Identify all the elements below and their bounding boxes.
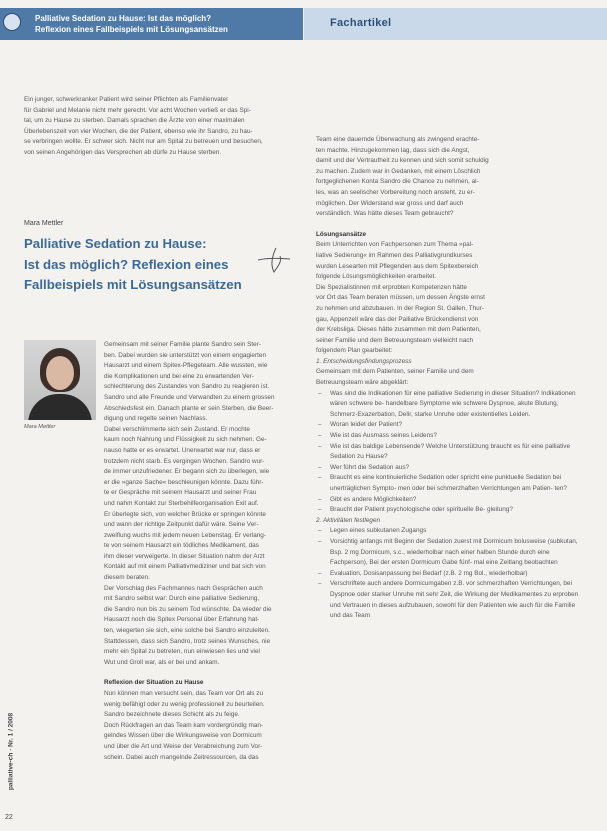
journal-issue: palliative-ch · Nr. 1 / 2008 [7, 712, 15, 791]
body-line: les, was an seelischer Vorbereitung noch ansteht, zu er- [316, 188, 475, 196]
section-label: Fachartikel [330, 17, 392, 29]
body-line: te von seinem Hausarzt ein tödliches Medikament, das [104, 542, 259, 550]
section-heading: Lösungsansätze [316, 230, 367, 238]
body-line: Sandro und alle Freunde und Verwandten zu einem grossen [104, 393, 275, 401]
body-line: ben. Dabei wurden sie unterstützt von einem engagierten [104, 351, 266, 359]
body-line: wurden Lesearten mit Pflegenden aus dem Spitexbereich [316, 262, 479, 270]
body-line: diesem beraten. [104, 574, 150, 582]
list-item: – Gibt es andere Möglichkeiten? [316, 495, 586, 506]
body-line: ten machte. Hinzugekommen lag, dass sich die Angst, [316, 146, 470, 154]
body-line: Die Spezialistinnen mit erprobten Kompetenzen hätte [316, 283, 467, 291]
section-heading: Reflexion der Situation zu Hause [104, 679, 204, 687]
body-line: Hausarzt noch die Spitex Personal über Erfahrung hat- [104, 616, 260, 624]
title-line: Ist das möglich? Reflexion eines [24, 256, 229, 272]
body-line: folgendem Plan gearbeitet: [316, 347, 393, 355]
body-line: zweiflung wuchs mit jedem neuen Lebenstag. Er verlang- [104, 531, 266, 539]
body-line: möglichen. Der Widerstand war gross und darf auch [316, 199, 464, 207]
body-line: Dabei verschlimmerte sich sein Zustand. Er mochte [104, 425, 250, 433]
body-line: liative Sedierung« im Rahmen des Palliativgrundkurses [316, 251, 473, 259]
list-item: – Verschriftete auch andere Dormicumgaben z.B. vor schmerzhaften Verrichtungen, bei Dyspnoe oder starker Unruhe mit sehr Zeit, die Wirkung der Medikamentes zu erproben und Vertrauen in dieses aufzubauen, sowohl für den Patienten wie auch für die Familie und das Team [316, 579, 586, 621]
body-line: zu nehmen und abzubauen. In der Region St. Gallen, Thur- [316, 304, 484, 312]
body-line: er die »ganze Sache« beschleunigen könnte. Dazu führ- [104, 478, 264, 486]
body-line: zu machen. Zudem war in Gedanken, mit einem Löschlich [316, 167, 481, 175]
intro-line: Ein junger, schwerkranker Patient wird seiner Pflichten als Familienvater [24, 96, 229, 103]
body-line: Der Vorschlag des Fachmannes nach Gesprächen auch [104, 584, 263, 592]
body-line: mehr ein Spital zu betreten, nun einwiesen lies und viel [104, 648, 260, 656]
list-item: – Legen eines subkutanen Zugangs [316, 526, 586, 537]
body-line: Beim Unterrichten von Fachpersonen zum Thema »pal- [316, 241, 474, 249]
subsection-heading: 2. Aktivitäten festlegen [316, 516, 381, 524]
author-name: Mara Mettler [24, 220, 64, 227]
body-line: gelndes Wissen über die Wirkungsweise von Dormicum [104, 732, 262, 740]
body-line: vor Ort das Team beraten müssen, um dessen Ängste ernst [316, 294, 485, 302]
body-line: Nun können man versucht sein, das Team vor Ort als zu [104, 690, 264, 697]
body-line: kaum noch Nahrung und Flüssigkeit zu sich nehmen. Ge- [104, 436, 267, 444]
author-photo [24, 340, 96, 420]
header-band [0, 8, 303, 40]
body-line: wenig befähigt oder zu wenig professionell zu beurteilen. [104, 700, 265, 708]
body-line: Stattdessen, dass sich Sandro, trotz seines Wunsches, nie [104, 637, 271, 645]
body-line: te er Gespräche mit seinem Hausarzt und seiner Frau [104, 489, 257, 497]
body-line: Sandro bezeichnete dieses Schicht als zu feige. [104, 711, 240, 719]
body-line: ihm dieser verweigerte. In dieser Situation nahm der Arzt [104, 552, 265, 560]
body-line: Er überlegte sich, von welcher Brücke er springen könnte [104, 510, 266, 518]
body-line: Abschiedsfest ein. Danach plante er sein Sterben, die Beer- [104, 404, 274, 412]
body-line: ten, wiegerten sie sich, eine solche bei Sandro einzuleiten. [104, 627, 270, 635]
list-item: – Braucht es eine kontinuierliche Sedation oder spricht eine punktuelle Sedation bei unerträglichen Sympto- men oder bei schmerzhaften Verrichtungen am Patien- ten? [316, 473, 586, 494]
intro-line: Überlebenszeit von vier Wochen, die der Patient, ebenso wie ihr Sandro, zu hau- [24, 127, 253, 135]
body-line: Gemeinsam mit seiner Familie plante Sandro sein Ster- [104, 341, 261, 348]
body-line: schein. Dabei auch mangelnde Zeitressourcen, da das [104, 753, 259, 761]
handwritten-mark [256, 246, 292, 274]
body-line: trotzdem nicht starb. Es vergingen Wochen. Sandro wur- [104, 457, 265, 465]
body-line: fortgeglichenen Konta Sandro die Chance zu nehmen, al- [316, 178, 479, 186]
body-line: digung und regelte seinen Nachlass. [104, 415, 208, 423]
body-line: die Sandro nun bis zu seinem Tod wünschte. Da wieder die [104, 605, 272, 613]
body-line: Kontakt auf mit einem Palliativmediziner und bat sich von [104, 563, 266, 571]
body-line: folgende Lösungsmöglichkeiten erarbeitet. [316, 273, 437, 281]
body-line: nauso hatte er es erwartet. Unerwartet war nur, dass er [104, 446, 261, 454]
body-line: Team eine dauernde Überwachung als zwingend erachte- [316, 136, 480, 143]
intro-text [24, 95, 300, 159]
body-line: damit und der Vertrautheit zu kennen und sich somit schuldig [316, 157, 489, 165]
list-item: – Wie ist das baldige Lebensende? Welche Unterstützung braucht es für eine palliative Sedation zu Hause? [316, 442, 586, 463]
body-line: der Krebsliga. Dieses hätte zusammen mit dem Patienten, [316, 326, 481, 334]
intro-line: se verbringen wollte. Er schwer sich. Nicht nur am Spital zu betreuen und besuchen, [24, 138, 263, 146]
list-item: – Wer führt die Sedation aus? [316, 463, 586, 474]
subsection-heading: 1. Entscheidungsfindungsprozess [316, 357, 412, 365]
list-item: – Wie ist das Ausmass seines Leidens? [316, 431, 586, 442]
list-item: – Was sind die Indikationen für eine palliative Sedierung in dieser Situation? Indikationen wären schwere be- handelbare Symptome wie schwere Dyspnoe, akute Blutung, Schmerz-Exazerbation, Delir, starke Unruhe oder existentielles Leiden. [316, 389, 586, 421]
list-item: – Braucht der Patient psychologische oder spirituelle Be- gleitung? [316, 505, 586, 516]
intro-line: für Gabriel und Melanie nicht mehr gerecht. Vor acht Wochen verließ er das Spi- [24, 106, 251, 114]
journal-side-label [5, 708, 15, 800]
body-line: die Komplikationen und bei eine zu erwartenden Ver- [104, 372, 254, 380]
body-line: gau, Appenzell wäre das der Palliative Brückendienst von [316, 315, 479, 323]
list-item: – Vorsichtig anfangs mit Beginn der Sedation zuerst mit Dormicum bolusweise (subkutan, Bsp. 2 mg Dormicum, s.c., wiederholbar nach einer halben Stunde durch eine Fachperson), Bei der ersten Dormicum Gabe fünf- mal eine Zeitlang beobachten [316, 537, 586, 569]
body-line: mit Sandro selbst war: Durch eine palliative Sedierung, [104, 595, 260, 603]
list-item: – Woran leidet der Patient? [316, 420, 586, 431]
body-line: Doch Rückfragen an das Team kam vordergründig man- [104, 721, 264, 729]
body-line: Hausarzt und einem Spitex-Pflegeteam. Alle wussten, wie [104, 362, 268, 370]
intro-line: von seinen Angehörigen das Versprechen ab dürfe zu Hause sterben. [24, 148, 222, 156]
header-title-line2: Reflexion eines Fallbeispiels mit Lösungsansätzen [35, 25, 228, 34]
body-line: Betreuungsteam wäre abgeklärt: [316, 379, 409, 387]
body-line: und nahm Kontakt zur Sterbehilfeorganisation Exit auf. [104, 499, 259, 507]
body-line: Wut und Groll war, als er bei und ankam. [104, 658, 220, 666]
body-line: und wann der richtige Zeitpunkt dafür wäre. Seine Ver- [104, 521, 259, 529]
title-line: Fallbeispiels mit Lösungsansätzen [24, 277, 242, 292]
plan1-list [316, 389, 586, 516]
column-left [104, 340, 296, 763]
body-line: schlechterung des Zustandes von Sandro zu reagieren ist. [104, 383, 270, 391]
body-line: und über die Art und Weise der Verabreichung zum Vor- [104, 742, 263, 750]
title-line: Palliative Sedation zu Hause: [24, 236, 207, 251]
photo-caption: Mara Mettler [24, 424, 56, 430]
list-item: – Evaluation, Dosisanpassung bei Bedarf (z.B. 2 mg Bol., wiederholbar) [316, 569, 586, 580]
body-line: seiner Familie und dem Betreuungsteam vielleicht nach [316, 336, 474, 344]
body-line: de immer unzufriedener. Er begann sich zu überlegen, wie [104, 468, 270, 476]
page-number: 22 [5, 814, 13, 821]
body-line: verständlich. Was hätte dieses Team gebraucht? [316, 210, 454, 218]
column-right [316, 135, 586, 622]
body-line: Gemeinsam mit dem Patienten, seiner Familie und dem [316, 368, 474, 376]
circle-icon [3, 13, 21, 31]
header-title-line1: Palliative Sedation zu Hause: Ist das möglich? [35, 14, 212, 23]
intro-line: tal, um zu Hause zu sterben. Damals sprachen die Ärzte von einer maximalen [24, 117, 245, 125]
plan2-list [316, 526, 586, 621]
